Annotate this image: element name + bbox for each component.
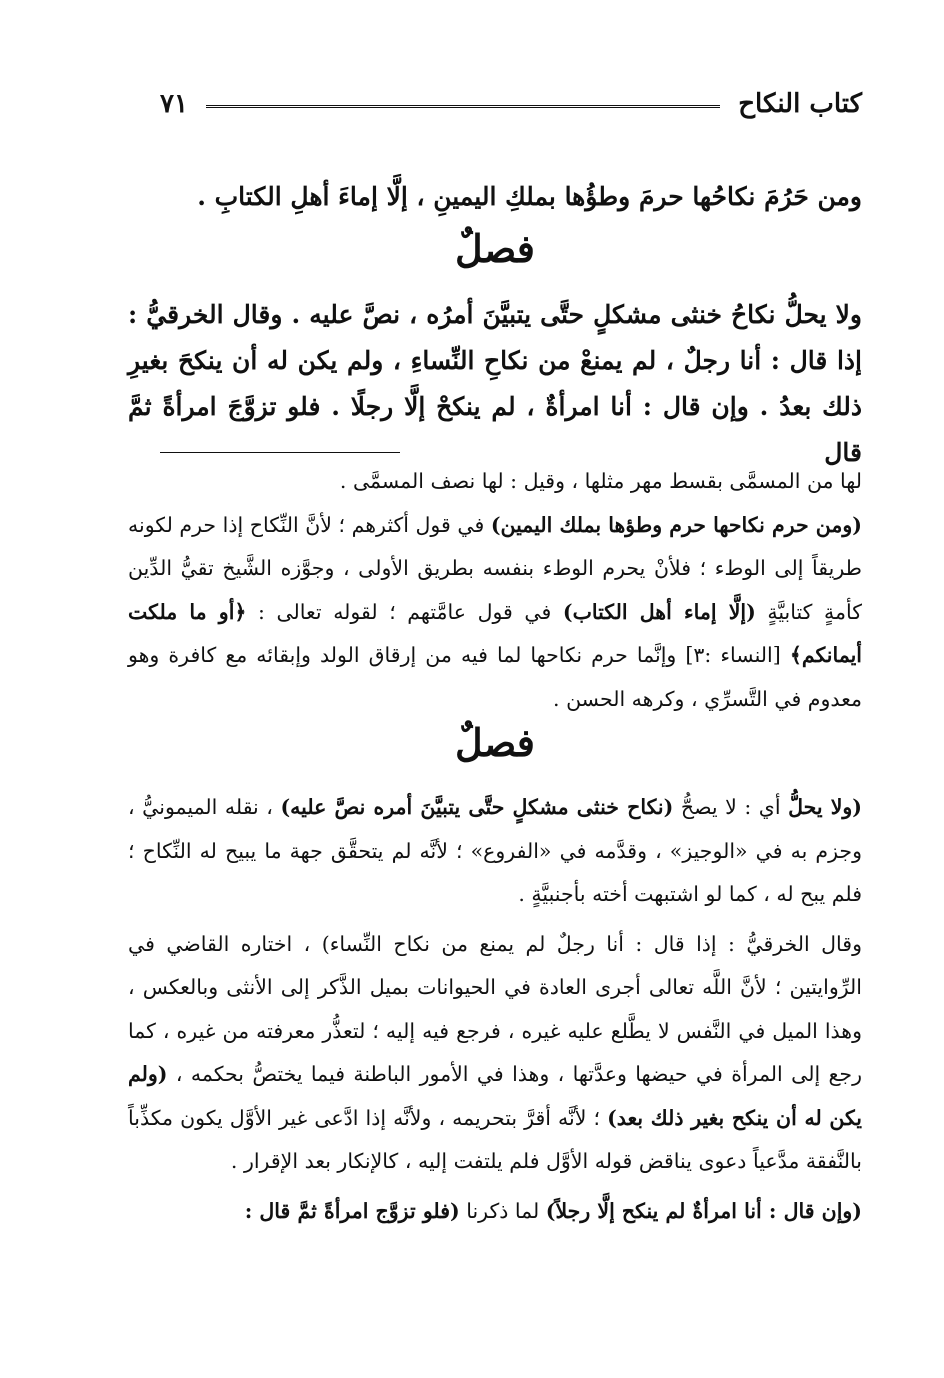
sharh-paragraph-1: لها من المسمَّى بقسط مهر مثلها ، وقيل : لها نصف المسمَّى . [339, 469, 862, 493]
commentary-text: لما ذكرنا [459, 1198, 546, 1223]
commentary-text: أي : لا يصحُّ [673, 795, 789, 819]
sharh-paragraph-2 [128, 504, 862, 722]
matn-separator-rule [160, 452, 400, 453]
page-number: ٧١ [160, 89, 188, 119]
matn-quote: (وإن قال : أنا امرأةٌ لم ينكح إلَّا رجلاً) [545, 1198, 862, 1223]
commentary-text: [النساء :٣] وإنَّما حرم نكاحها لما فيه من إرقاق الولد وإبقائه مع كافرة وهو معدوم في التَّسرِّي ، وكرهه الحسن . [128, 643, 862, 711]
matn-quote: (إلَّا إماء أهل الكتاب) [562, 599, 756, 624]
commentary-text: وقال الخرقيُّ : إذا قال : أنا رجلٌ لم يمنع من نكاح النِّساء) ، اختاره القاضي في الرِّوايتين ؛ لأنَّ اللَّه تعالى أجرى العادة في الحيوانات بميل الذَّكر إلى الأنثى وبالعكس ، وهذا الميل في النَّفس لا يطَّلع عليه غيره ، فرجع فيه إليه ؛ لتعذُّر معرفته من غيره ، كما رجع إلى المرأة في حيضها وعدَّتها ، وهذا في الأمور الباطنة فيما يختصُّ بحكمه ، [128, 931, 862, 1086]
matn-quote: (ولم يكن له أن ينكح بغير ذلك بعد) [128, 1062, 863, 1130]
page-header [160, 82, 862, 126]
fasl-heading-1: فصلٌ [455, 226, 535, 271]
commentary-text: في قول أكثرهم ؛ لأنَّ النِّكاح إذا حرم لكونه طريقاً إلى الوطء ؛ فلأنْ يحرم الوطء بنفسه بطريق الأولى ، وجوَّزه الشَّيخ تقيُّ الدِّين كأمةٍ كتابيَّةٍ [128, 512, 862, 624]
header-rule [206, 105, 720, 108]
matn-quote: (ومن حرم نكاحها حرم وطؤها بملك اليمين) [490, 512, 862, 537]
quran-quote: ﴿أو ما ملكت أيمانكم﴾ [128, 599, 862, 667]
commentary-text: ؛ لأنَّه أقرَّ بتحريمه ، ولأنَّه إذا ادَّعى غير الأوَّل يكون مكذِّباً بالنَّفقة مدَّعياً دعوى يناقض قوله الأوَّل فلم يلتفت إليه ، كالإنكار بعد الإقرار . [128, 1105, 862, 1173]
sharh-block-2 [128, 786, 862, 1233]
matn-paragraph-2: ولا يحلُّ نكاحُ خنثى مشكلٍ حتَّى يتبيَّنَ أمرُه ، نصَّ عليه . وقال الخرقيُّ : إذا قال : أنا رجلٌ ، لم يمنعْ من نكاحِ النِّساءِ ، ولم يكن له أن ينكحَ بغيرِ ذلك بعدُ . وإن قال : أنا امرأةٌ ، لم ينكحْ إلَّا رجلًا . فلو تزوَّجَ امرأةً ثمَّ قال [128, 300, 863, 467]
fasl-heading-2: فصلٌ [455, 720, 535, 765]
matn-quote: (ولا يحلُّ [788, 795, 862, 819]
sharh-paragraph-3 [128, 786, 862, 917]
commentary-text: ، نقله الميمونيُّ ، وجزم به في «الوجيز» ، وقدَّمه في «الفروع» ؛ لأنَّه لم يتحقَّق جهة ما يبيح له النِّكاح ؛ فلم يبح له ، كما لو اشتبهت أخته بأجنبيَّةٍ . [128, 795, 862, 906]
matn-line-1: ومن حَرُمَ نكاحُها حرمَ وطؤُها بملكِ اليمينِ ، إلَّا إماءَ أهلِ الكتابِ . [197, 182, 862, 211]
sharh-paragraph-4 [128, 923, 862, 1184]
running-title: كتاب النكاح [738, 89, 862, 119]
sharh-paragraph-5 [128, 1190, 862, 1234]
matn-quote: (فلو تزوَّج امرأةً ثمَّ قال : [244, 1198, 460, 1223]
matn-quote: (نكاح خنثى مشكلٍ حتَّى يتبيَّنَ أمره نصَّ عليه) [280, 795, 674, 819]
commentary-text: في قول عامَّتهم ؛ لقوله تعالى : [246, 599, 563, 624]
sharh-block-1 [128, 460, 862, 721]
